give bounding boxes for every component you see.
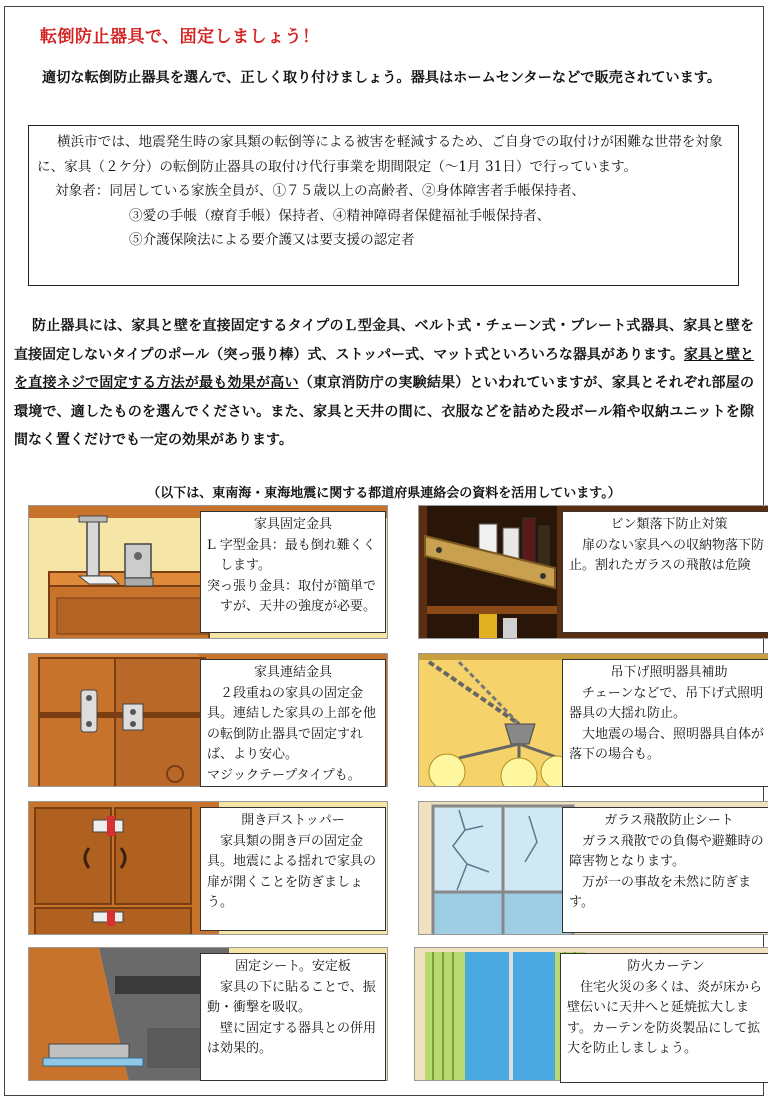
card-furniture-linking — [28, 653, 388, 787]
card-line-1: 家具類の開き戸の固定金具。地震による揺れで家具の扉が開くことを防ぎましょう。 — [207, 833, 377, 910]
card-line-2: 大地震の場合、照明器具自体が落下の場合も。 — [569, 726, 765, 762]
card-door-stopper — [28, 801, 388, 935]
source-note: （以下は、東南海・東海地震に関する都道府県連絡会の資料を活用しています。） — [147, 486, 621, 501]
body-underlined: 家具と壁とを直接ネジで固定する方法が最も効果が高い — [14, 346, 755, 391]
card-heading: 開き戸ストッパー — [241, 813, 345, 828]
card-fixing-sheet — [28, 947, 388, 1081]
card-text — [200, 659, 386, 787]
card-line-1: チェーンなどで、吊下げ式照明器具の大揺れ防止。 — [569, 685, 764, 721]
notice-target-line-1: 対象者：同居している家族全員が、①７５歳以上の高齢者、②身体障害者手帳保持者、 — [55, 183, 586, 199]
card-glass-film — [418, 801, 768, 935]
card-text — [562, 807, 768, 933]
notice-box — [28, 125, 739, 286]
card-fireproof-curtain — [414, 947, 768, 1081]
card-text — [562, 511, 768, 633]
card-heading: 吊下げ照明器具補助 — [610, 665, 728, 680]
card-line-1: ２段重ねの家具の固定金具。連結した家具の上部を他の転倒防止器具で固定すれば、より安心。 — [207, 685, 377, 762]
body-part-2: （東京消防庁の実験結果）といわれていますが、家具とそれぞれ部屋の環境で、適したものを選んでください。また、家具と天井の間に、衣服などを詰めた段ボール箱や収納ユニットを隙間なく置くだけでも一定の効果があります。 — [14, 375, 755, 448]
card-line-1: 家具の下に貼ることで、振動・衝撃を吸収。 — [207, 979, 376, 1015]
card-line-2: 突っ張り金具：取付が簡単ですが、天井の強度が必要。 — [207, 578, 377, 614]
notice-paragraph: 横浜市では、地震発生時の家具類の転倒等による被害を軽減するため、ご自身での取付けが困難な世帯を対象に、家具（２ケ分）の転倒防止器具の取付け代行事業を期間限定（～1月 31日）で行っています。 — [37, 134, 723, 175]
card-furniture-fixing — [28, 505, 388, 639]
body-paragraph — [14, 312, 754, 455]
card-heading: 固定シート。安定板 — [235, 959, 351, 974]
notice-target-line-2: ③愛の手帳（療育手帳）保持者、④精神障碍者保健福祉手帳保持者、 — [129, 207, 551, 224]
card-line-2: マジックテープタイプも。 — [207, 767, 361, 783]
card-heading: 家具固定金具 — [253, 517, 332, 532]
page-title: 転倒防止器具で、固定しましょう！ — [40, 27, 320, 47]
card-bottle-fall-prevention — [418, 505, 768, 639]
card-line-1: 住宅火災の多くは、炎が床から壁伝いに天井へと延焼拡大します。カーテンを防炎製品にして拡大を防止しましょう。 — [567, 979, 763, 1056]
card-text — [200, 511, 386, 633]
lead-paragraph: 適切な転倒防止器具を選んで、正しく取り付けましょう。器具はホームセンターなどで販売されています。 — [42, 70, 722, 86]
card-line-2: 壁に固定する器具との併用は効果的。 — [207, 1020, 377, 1056]
card-line-1: ガラス飛散での負傷や避難時の障害物となります。 — [569, 833, 764, 869]
card-text — [200, 807, 386, 931]
card-line-1: L 字型金具：最も倒れ難くくします。 — [207, 537, 376, 573]
card-text — [200, 953, 386, 1081]
card-text — [560, 953, 768, 1083]
card-text — [562, 659, 768, 787]
body-part-1: 防止器具には、家具と壁を直接固定するタイプのＬ型金具、ベルト式・チェーン式・プレート式器具、家具と壁を直接固定しないタイプのポール（突っ張り棒）式、ストッパー式、マット式といろいろな器具があります。 — [14, 318, 754, 363]
card-heading: ビン類落下防止対策 — [610, 517, 728, 532]
card-heading: 防火カーテン — [627, 959, 705, 974]
card-line-2: 万が一の事故を未然に防ぎます。 — [569, 874, 752, 910]
notice-target-line-3: ⑤介護保険法による要介護又は要支援の認定者 — [129, 232, 415, 248]
card-heading: 家具連結金具 — [253, 665, 332, 680]
card-heading: ガラス飛散防止シート — [604, 813, 734, 828]
card-pendant-light-support — [418, 653, 768, 787]
card-line-1: 扉のない家具への収納物落下防止。割れたガラスの飛散は危険 — [569, 537, 765, 573]
